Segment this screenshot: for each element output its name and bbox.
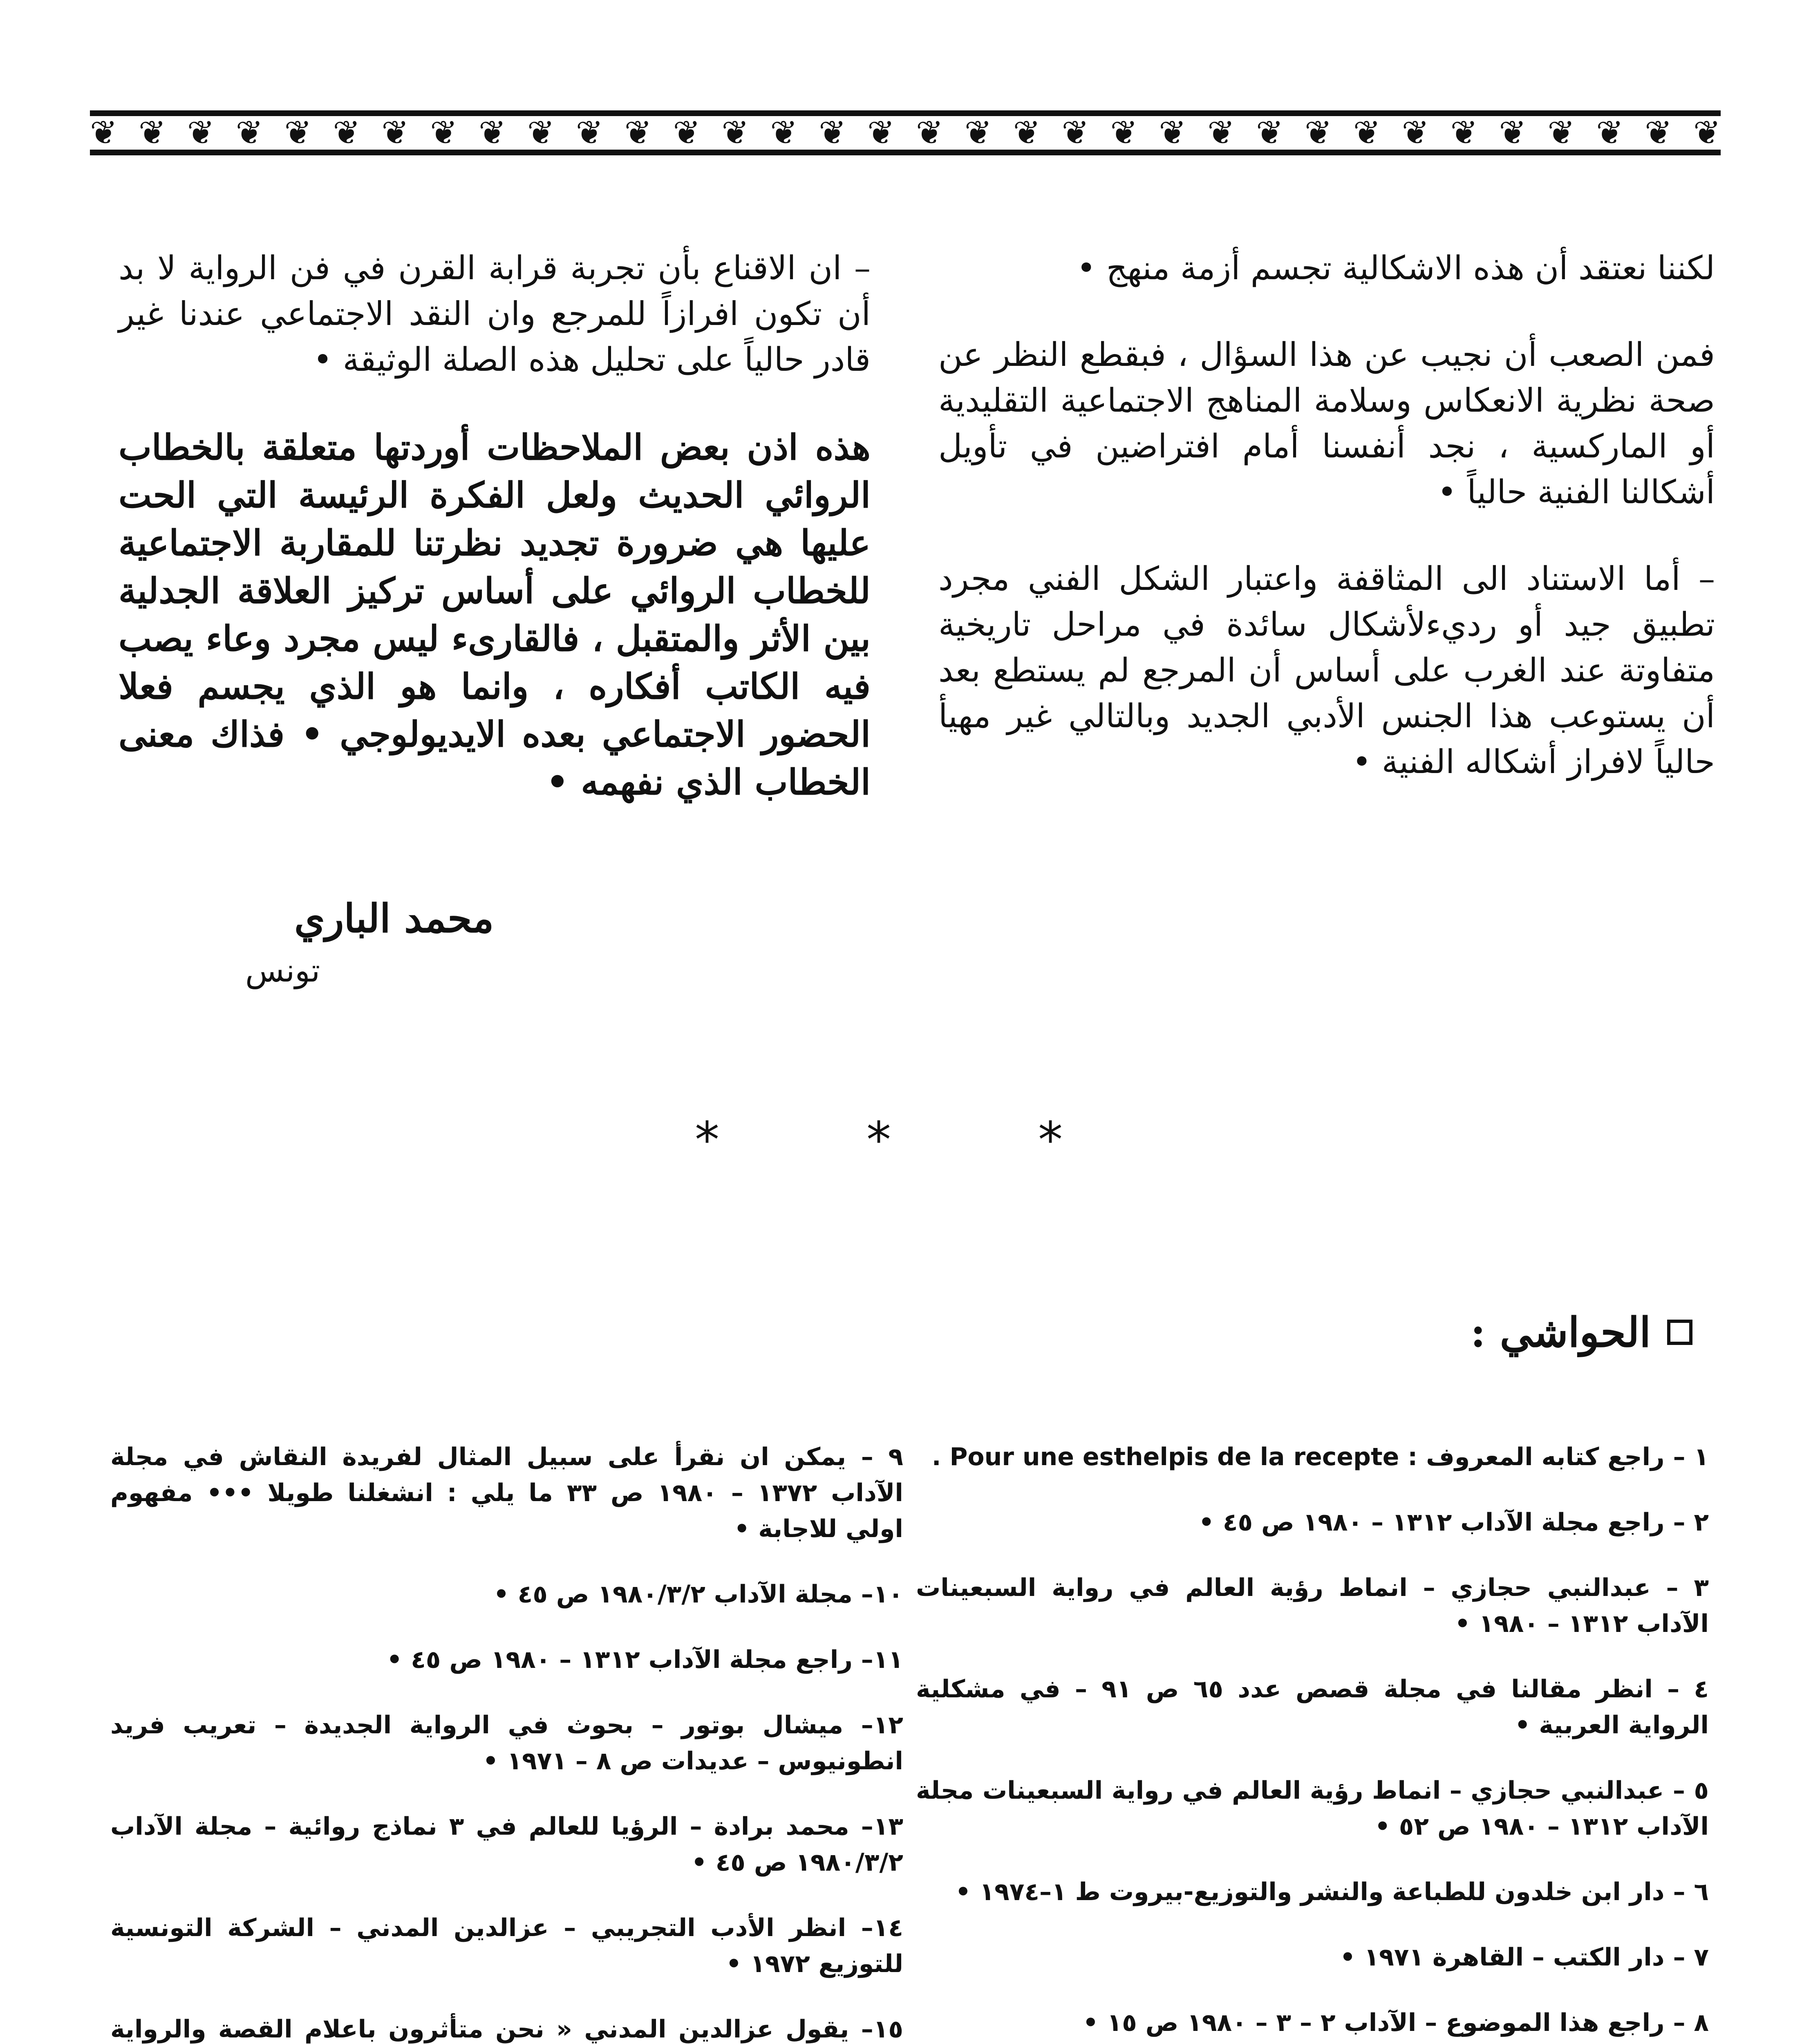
- ornament-icon: ❦: [1693, 114, 1721, 152]
- ornament-icon: ❦: [1304, 114, 1332, 152]
- ornament-icon: ❦: [819, 114, 846, 152]
- footnote: ٩ – يمكن ان نقرأ على سبيل المثال لفريدة النقاش في مجلة الآداب ١٣٧٢ – ١٩٨٠ ص ٣٣ ما يلي : انشغلنا طويلا ••• مفهوم اولي للاجابة •: [110, 1443, 903, 1543]
- ornament-icon: ❦: [1596, 114, 1624, 152]
- ornament-icon: ❦: [381, 114, 409, 152]
- right-paragraph-3: – أما الاستناد الى المثاقفة واعتبار الشكل الفني مجرد تطبيق جيد أو رديءلأشكال سائدة في مراحل تاريخية متفاوتة عند الغرب على أساس أن المرجع لم يستطع بعد أن يستوعب هذا الجنس الأدبي الجديد وبالتالي غير مهيأ حالياً لافراز أشكاله الفنية •: [938, 560, 1715, 781]
- ornament-icon: ❦: [721, 114, 749, 152]
- ornament-icon: ❦: [1645, 114, 1672, 152]
- ornament-icon: ❦: [1061, 114, 1089, 152]
- ornament-icon: ❦: [1499, 114, 1527, 152]
- ornament-icon: ❦: [673, 114, 701, 152]
- star-icon: *: [1038, 1112, 1063, 1169]
- footnote: ١٥– يقول عزالدين المدني « نحن متأثرون باعلام القصة والرواية: [110, 2015, 903, 2044]
- footnote: ١٢– ميشال بوتور – بحوث في الرواية الجديدة – تعريب فريد انطونيوس – عديدات ص ٨ – ١٩٧١ •: [110, 1711, 903, 1775]
- ornament-icon: ❦: [479, 114, 506, 152]
- ornament-icon: ❦: [527, 114, 555, 152]
- ornament-icon: ❦: [1256, 114, 1284, 152]
- ornament-icon: ❦: [575, 114, 603, 152]
- ornament-icon: ❦: [916, 114, 943, 152]
- notes-heading: [1471, 1308, 1692, 1356]
- ornament-icon: ❦: [333, 114, 360, 152]
- ornament-icon: ❦: [1159, 114, 1186, 152]
- right-paragraph-1: لكننا نعتقد أن هذه الاشكالية تجسم أزمة منهج •: [1077, 249, 1715, 287]
- ornament-icon: ❦: [284, 114, 312, 152]
- footnote: ٥ – عبدالنبي حجازي – انماط رؤية العالم في رواية السبعينات مجلة الآداب ١٣١٢ – ١٩٨٠ ص ٥٢ •: [916, 1776, 1709, 1841]
- ornament-icon: ❦: [187, 114, 215, 152]
- notes-right-column: [916, 1439, 1709, 2044]
- footnote: ١٠– مجلة الآداب ١٩٨٠/٣/٢ ص ٤٥ •: [493, 1580, 903, 1609]
- ornament-icon: ❦: [1013, 114, 1041, 152]
- ornament-icon: ❦: [430, 114, 458, 152]
- author-name: محمد الباري: [294, 895, 494, 941]
- footnote: ١ – راجع كتابه المعروف : Pour une esthelpis de la recepte .: [931, 1443, 1709, 1471]
- ornament-icon: ❦: [1450, 114, 1478, 152]
- ornament-icon: ❦: [1207, 114, 1235, 152]
- ornament-icon: ❦: [138, 114, 166, 152]
- conclusion-paragraph: هذه اذن بعض الملاحظات أوردتها متعلقة بالخطاب الروائي الحديث ولعل الفكرة الرئيسة التي الحت عليها هي ضرورة تجديد نظرتنا للمقاربة الاجتماعية للخطاب الروائي على أساس تركيز العلاقة الجدلية بين الأثر والمتقبل ، فالقارىء ليس مجرد وعاء يصب فيه الكاتب أفكاره ، وانما هو الذي يجسم فعلا الحضور الاجتماعي بعده الايديولوجي • فذاك معنى الخطاب الذي نفهمه •: [119, 427, 871, 803]
- footnote: ٨ – راجع هذا الموضوع – الآداب ٢ – ٣ – ١٩٨٠ ص ١٥ •: [1083, 2008, 1709, 2037]
- footnote: ١١– راجع مجلة الآداب ١٣١٢ – ١٩٨٠ ص ٤٥ •: [386, 1645, 903, 1674]
- footnote: ٦ – دار ابن خلدون للطباعة والنشر والتوزيع-بيروت ط ١–١٩٧٤ •: [955, 1878, 1709, 1906]
- notes-left-column: [110, 1439, 903, 2044]
- section-separator: [695, 1112, 1063, 1169]
- ornament-icon: ❦: [90, 114, 118, 152]
- right-paragraph-2: فمن الصعب أن نجيب عن هذا السؤال ، فبقطع النظر عن صحة نظرية الانعكاس وسلامة المناهج الاجتماعية التقليدية أو الماركسية ، نجد أنفسنا أمام افتراضين في تأويل أشكالنا الفنية حالياً •: [938, 336, 1715, 511]
- footnote: ٣ – عبدالنبي حجازي – انماط رؤية العالم في رواية السبعينات الآداب ١٣١٢ – ١٩٨٠ •: [916, 1573, 1709, 1638]
- left-column: [119, 245, 871, 847]
- ornament-icon: ❦: [1110, 114, 1138, 152]
- ornament-icon: ❦: [867, 114, 895, 152]
- left-paragraph-1: – ان الاقناع بأن تجربة قرابة القرن في فن الرواية لا بد أن تكون افرازاً للمرجع وان النقد الاجتماعي عندنا غير قادر حالياً على تحليل هذه الصلة الوثيقة •: [119, 249, 871, 379]
- footnote: ١٣– محمد برادة – الرؤيا للعالم في ٣ نماذج روائية – مجلة الآداب ١٩٨٠/٣/٢ ص ٤٥ •: [110, 1812, 904, 1877]
- footnote: ٢ – راجع مجلة الآداب ١٣١٢ – ١٩٨٠ ص ٤٥ •: [1198, 1508, 1709, 1537]
- footnote: ٧ – دار الكتب – القاهرة ١٩٧١ •: [1340, 1943, 1709, 1972]
- ornament-icon: ❦: [1353, 114, 1381, 152]
- star-icon: *: [695, 1112, 719, 1169]
- footnote: ١٤– انظر الأدب التجريبي – عزالدين المدني – الشركة التونسية للتوزيع ١٩٧٢ •: [110, 1914, 903, 1978]
- notes-heading-text: الحواشي :: [1470, 1308, 1651, 1356]
- ornamental-border: [90, 110, 1721, 155]
- ornament-icon: ❦: [964, 114, 992, 152]
- right-column: [938, 245, 1715, 826]
- footnote: ٤ – انظر مقالنا في مجلة قصص عدد ٦٥ ص ٩١ – في مشكلية الرواية العربية •: [916, 1675, 1709, 1739]
- checkbox-square-icon: [1667, 1320, 1692, 1345]
- ornament-icon: ❦: [235, 114, 263, 152]
- star-icon: *: [866, 1112, 891, 1169]
- ornament-icon: ❦: [770, 114, 798, 152]
- ornament-icon: ❦: [1547, 114, 1575, 152]
- ornament-icon: ❦: [624, 114, 652, 152]
- ornament-icon: ❦: [1401, 114, 1429, 152]
- author-country: تونس: [245, 953, 320, 989]
